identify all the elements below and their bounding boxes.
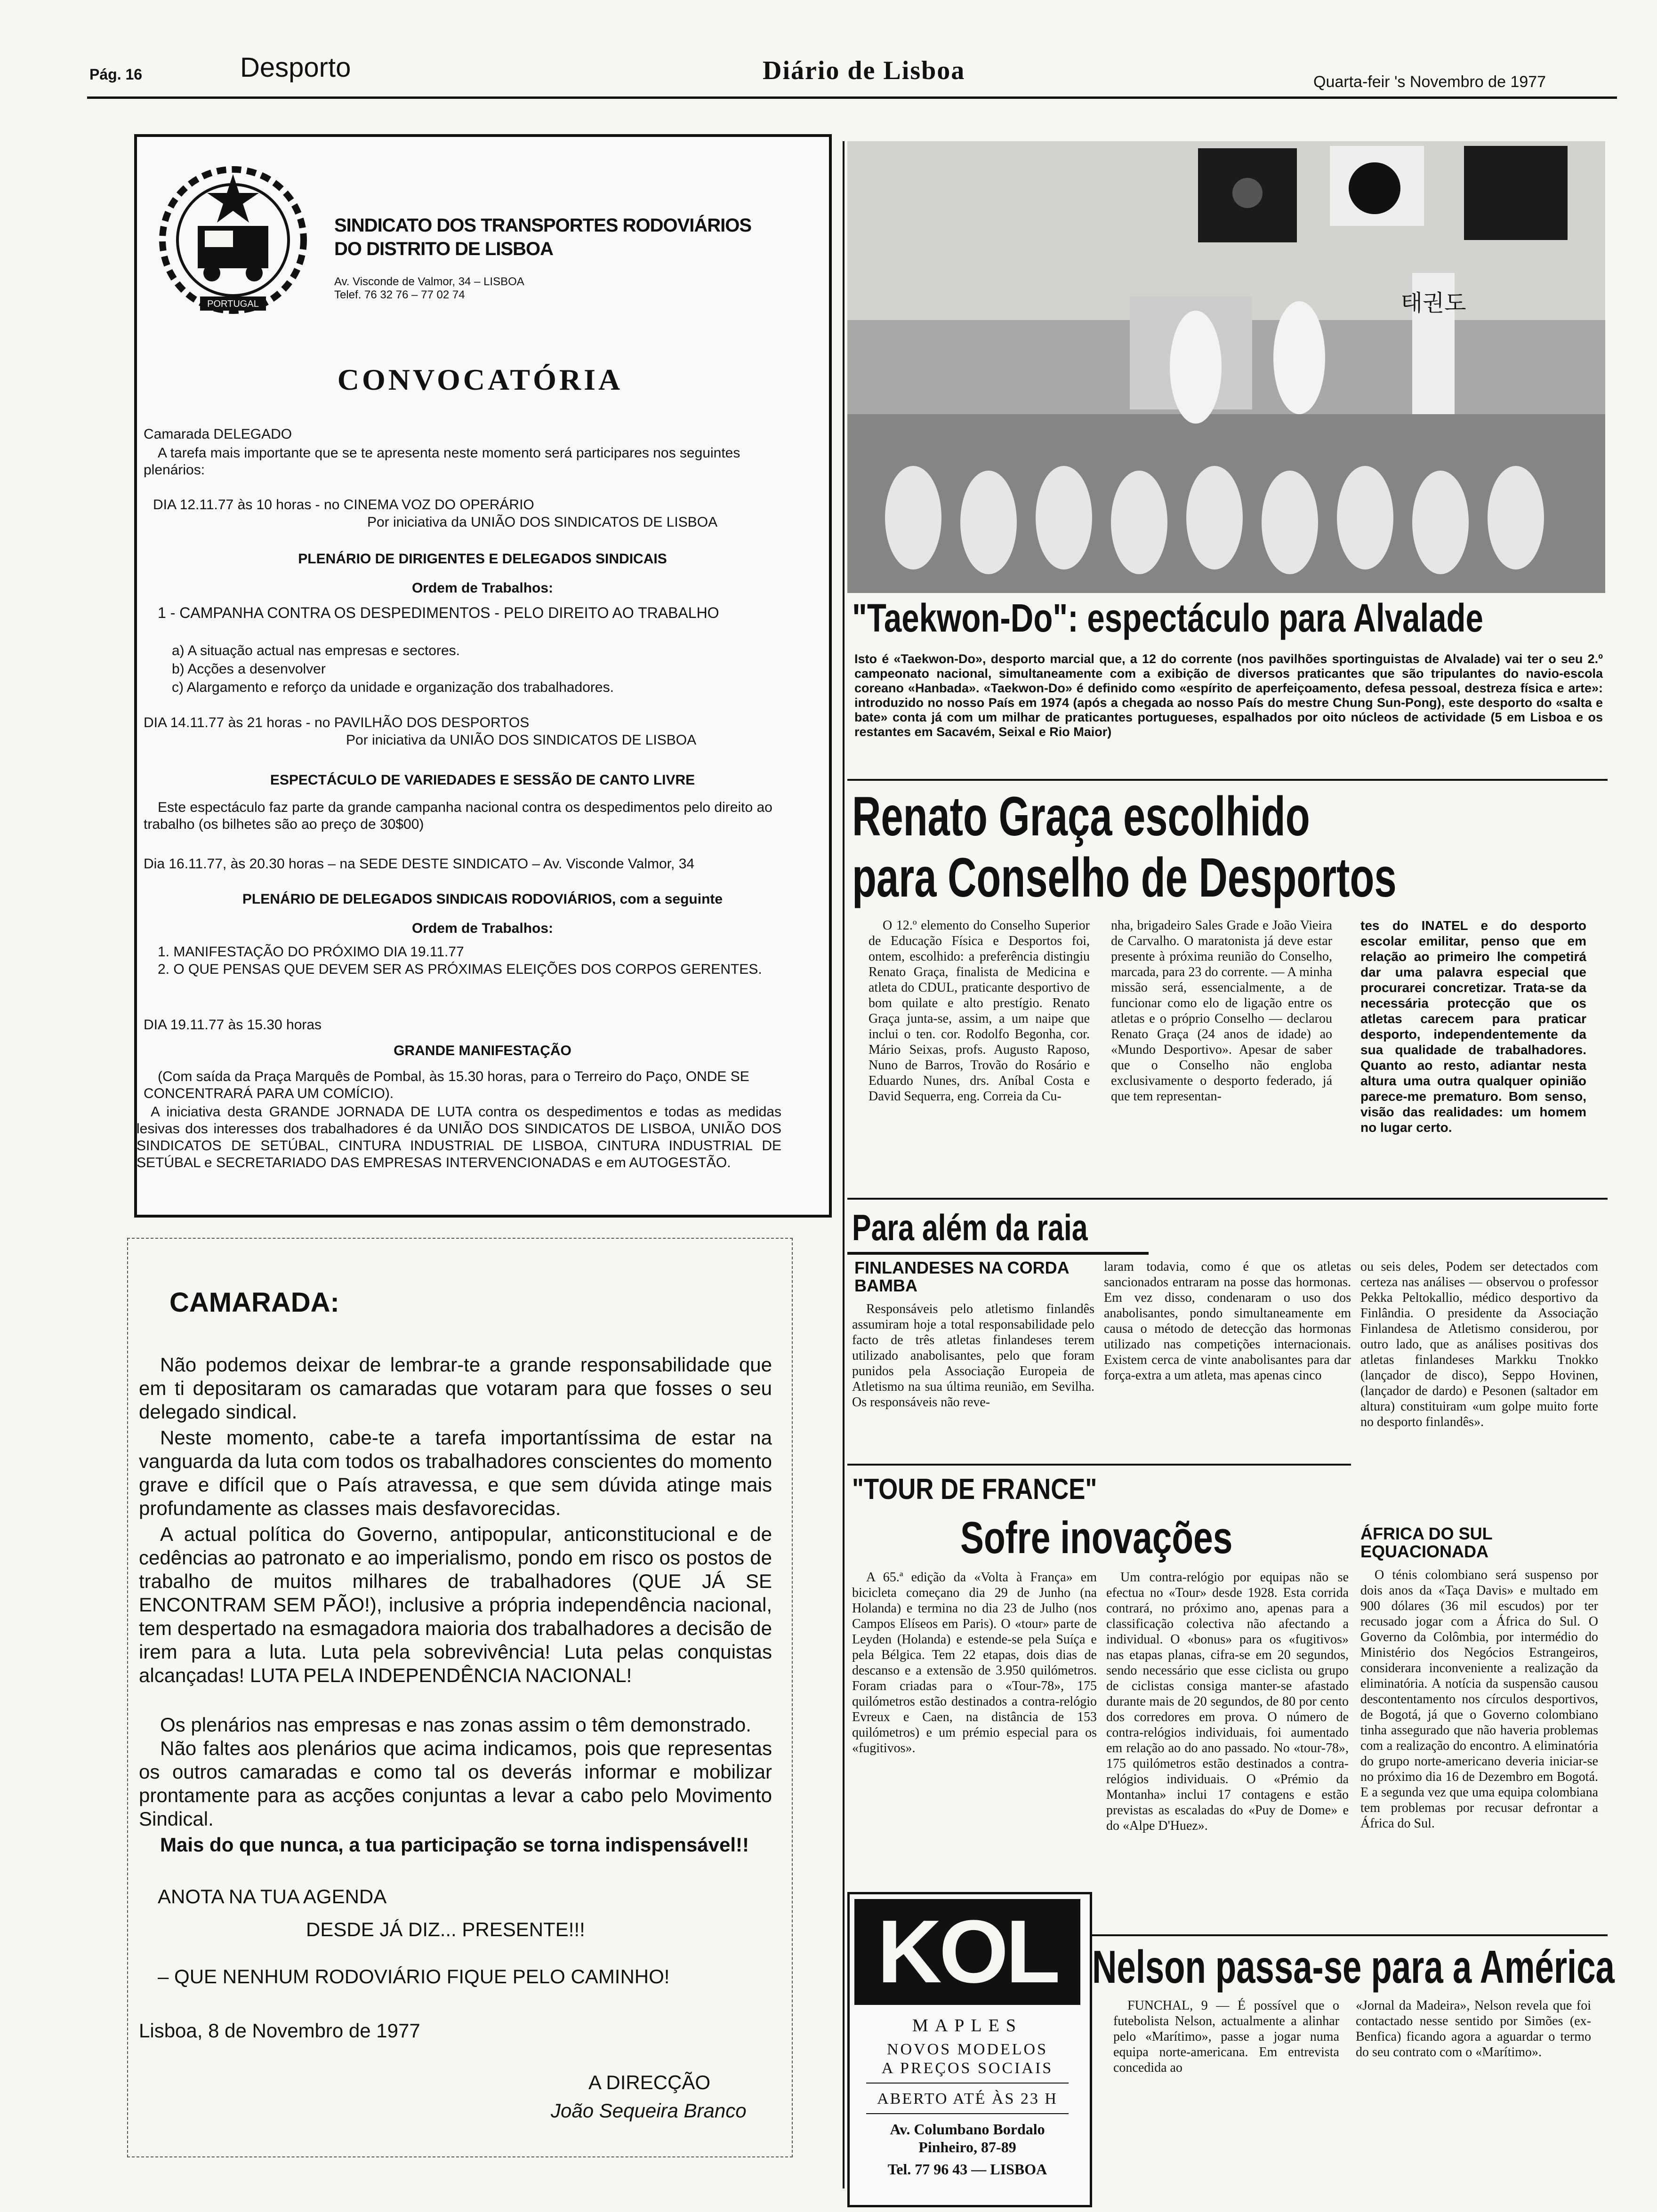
tour-column-1: A 65.ª edição da «Volta à França» em bicicleta começano dia 29 de Junho (na Holanda) e termina no dia 23 de Julho (nos Campos Elíseos em Paris). O «tour» parte de Leyden (Holanda) e estende-se pela Suíça e pela Bélgica. Tem 22 etapas, dois dias de descanso e a extensão de 3.950 quilómetros. Foram criadas para o «Tour-78», 175 quilómetros estão destinados a contra-relógio Evreux e Caen, na distância de 153 quilómetros) e um prémio especial para os «fugitivos». <box>852 1570 1097 1755</box>
taekwondo-photo <box>847 141 1605 593</box>
event1-title: PLENÁRIO DE DIRIGENTES E DELEGADOS SINDICAIS <box>298 551 667 567</box>
camarada-paragraph-3: A actual política do Governo, antipopular, anticonstitucional e de cedências ao patronato e ao imperialismo, pondo em risco os postos de trabalho de muitos milhares de trabalhadores (QUE JÁ SE ENCONTRAM SEM PÃO!), inclusive a própria independência nacional, tem despertado na esmagadora maioria dos trabalhadores a decisão de irem para a luta. Luta pela sobrevivência! Luta pelas conquistas alcançadas! LUTA PELA INDEPENDÊNCIA NACIONAL! <box>139 1523 772 1686</box>
event4-description: (Com saída da Praça Marquês de Pombal, às 15.30 horas, para o Terreiro do Paço, ONDE SE CONCENTRARÁ PARA UM COMÍCIO). <box>144 1069 749 1101</box>
tour-column-2: Um contra-relógio por equipas não se efectua no «Tour» desde 1928. Esta corrida contrará, no próximo ano, apenas para a classificação colectiva não afectando a individual. O «bonus» para os «fugitivos» nas etapas planas, cifra-se em 20 segundos, sendo necessário que esse ciclista ou grupo de ciclistas consiga manter-se afastado durante mais de 20 segundos, de 80 por cento dos corredores em prova. O número de contra-relógios individuais, foi aumentado em relação ao do ano passado. No «tour-78», 175 quilómetros estão destinados a contra-relógios individuais. O «Prémio da Montanha» inclui 17 contagens e estão previstas as escaladas do «Puy de Dome» e do «Alpe D'Huez». <box>1106 1570 1349 1833</box>
kol-rule <box>866 2083 1069 2084</box>
issue-date: Quarta-feir 's Novembro de 1977 <box>1313 73 1546 91</box>
event3-item-1: 1. MANIFESTAÇÃO DO PRÓXIMO DIA 19.11.77 <box>158 944 464 960</box>
intro-text: A tarefa mais importante que se te apresenta neste momento será participares nos seguintes plenários: <box>144 445 740 478</box>
tour-kicker: "TOUR DE FRANCE" <box>852 1473 1097 1506</box>
section-rule <box>847 1198 1608 1200</box>
renato-column-3: tes do INATEL e do desporto escolar emilitar, penso que em relação ao primeiro lhe competirá dar uma palavra especial que procurarei concretizar. Trata-se da necessária protecção que os atletas carecem para praticar desporto, independentemente da sua qualidade de trabalhadores. Quanto ao resto, adiantar nesta altura uma outra qualquer opinião parece-me prematuro. Bom senso, visão das realidades: um homem no lugar certo. <box>1360 918 1586 1135</box>
raia-underline <box>847 1252 1149 1255</box>
event1-item: 1 - CAMPANHA CONTRA OS DESPEDIMENTOS - PELO DIREITO AO TRABALHO <box>158 604 719 621</box>
event1-item-c: c) Alargamento e reforço da unidade e organização dos trabalhadores. <box>172 680 614 695</box>
header-rule <box>87 96 1617 99</box>
taekwondo-photo-illustration <box>847 141 1605 593</box>
event4-more: A iniciativa desta GRANDE JORNADA DE LUTA contra os despedimentos e todas as medidas lesivas dos interesses dos trabalhadores é da UNIÃO DOS SINDICATOS DE LISBOA, UNIÃO DOS SINDICATOS DE SETÚBAL, CINTURA INDUSTRIAL DE LISBOA, CINTURA INDUSTRIAL DE SETÚBAL e SECRETARIADO DAS EMPRESAS INTERVENCIONADAS e em AUTOGESTÃO. <box>137 1104 781 1170</box>
raia-column-1: Responsáveis pelo atletismo finlandês assumiram hoje a total responsabilidade pelo facto de três atletas finlandeses terem utilizado anabolisantes, pelo que foram punidos pela Associação Europeia de Atletismo na sua última reunião, em Sevilha. Os responsáveis não reve- <box>852 1302 1094 1410</box>
union-name-2: DO DISTRITO DE LISBOA <box>334 239 553 259</box>
kol-phone: Tel. 77 96 43 — LISBOA <box>887 2161 1047 2178</box>
nelson-headline: Nelson passa-se para a América <box>1092 1941 1615 1993</box>
taekwondo-headline: "Taekwon-Do": espectáculo para Alvalade <box>852 596 1483 640</box>
event2-title: ESPECTÁCULO DE VARIEDADES E SESSÃO DE CANTO LIVRE <box>270 772 695 788</box>
camarada-paragraph-1: Não podemos deixar de lembrar-te a grande responsabilidade que em ti depositaram os camaradas que votaram para que fosses o seu delegado sindical. <box>139 1354 772 1423</box>
kol-brand: MAPLES <box>912 2016 1022 2036</box>
camarada-paragraph-5: Não faltes aos plenários que acima indicamos, pois que representas os outros camaradas e como tal os deverás informar e mobilizar prontamente para as acções conjuntas a levar a cabo pelo Movimento Sindical. <box>139 1737 772 1830</box>
column-divider <box>843 141 845 2188</box>
event1-date: DIA 12.11.77 às 10 horas - no CINEMA VOZ DO OPERÁRIO <box>153 497 534 513</box>
raia-subhead-africa: ÁFRICA DO SUL EQUACIONADA <box>1360 1524 1493 1561</box>
union-name-1: SINDICATO DOS TRANSPORTES RODOVIÁRIOS <box>334 215 752 236</box>
event1-item-a: a) A situação actual nas empresas e sectores. <box>172 643 460 658</box>
banner-hangul: 태권도 <box>1400 290 1466 316</box>
taekwondo-body: Isto é «Taekwon-Do», desporto marcial que, a 12 do corrente (nos pavilhões sportinguistas de Alvalade) vai ter o seu 2.º campeonato nacional, simultaneamente com a exibição de diversos praticantes que são tripulantes do navio-escola coreano «Hanbada». «Taekwon-Do» é definido como «espírito de aperfeiçoamento, defesa pessoal, destreza física e arte»: introduzido no nosso País em 1974 (após a chegada ao nosso País do mestre Chung Sun-Pong), este desporto do «salta e bate» conta já com um milhar de praticantes portugueses, espalhados por oito núcleos de actividade (5 em Lisboa e os restantes em Sacavém, Seixal e Rio Maior) <box>854 652 1603 739</box>
event1-agenda-label: Ordem de Trabalhos: <box>411 580 554 596</box>
slogan: – QUE NENHUM RODOVIÁRIO FIQUE PELO CAMINHO! <box>158 1965 670 1988</box>
event4-title: GRANDE MANIFESTAÇÃO <box>394 1043 571 1058</box>
section-rule <box>847 779 1608 781</box>
raia-column-2: laram todavia, como é que os atletas sancionados entraram na posse das hormonas. Em vez disso, condenaram o uso dos anabolisantes, pondo simultaneamente em causa o método de detecção das hormonas utilizado nas competições internacionais. Existem cerca de vinte anabolisantes para dar força-extra a um atleta, mas apenas cinco <box>1104 1259 1351 1383</box>
event2-organizer: Por iniciativa da UNIÃO DOS SINDICATOS DE LISBOA <box>346 732 697 748</box>
kol-address-2: Pinheiro, 87-89 <box>918 2139 1016 2156</box>
kol-line-2: A PREÇOS SOCIAIS <box>881 2060 1054 2077</box>
event3-item-2: 2. O QUE PENSAS QUE DEVEM SER AS PRÓXIMAS ELEIÇÕES DOS CORPOS GERENTES. <box>158 962 762 977</box>
event3-agenda-label: Ordem de Trabalhos: <box>411 921 554 936</box>
event1-organizer: Por iniciativa da UNIÃO DOS SINDICATOS DE LISBOA <box>367 514 718 530</box>
section-rule <box>847 1464 1351 1466</box>
event2-date: DIA 14.11.77 às 21 horas - no PAVILHÃO DOS DESPORTOS <box>144 715 530 730</box>
kol-logo: KOL <box>877 1902 1058 2002</box>
signature-direccao: A DIRECÇÃO <box>588 2071 711 2093</box>
section-title: Desporto <box>240 52 351 83</box>
raia-column-3b: O ténis colombiano será suspenso por dois anos da «Taça Davis» e multado em 900 dólares (36 mil escudos) por ter recusado jogar com a África do Sul. O Governo da Colômbia, por intermédio do Ministério dos Negócios Estrangeiros, considerara inconveniente a realização da eliminatória. A notícia da suspensão causou descontentamento nos círculos desportivos, de Bogotá, já que o Governo colombiano tinha assegurado que não haveria problemas com a realização do encontro. A eliminatória do grupo norte-americano deveria iniciar-se no próximo dia 16 de Dezembro em Bogotá. E a segunda vez que uma equipa colombiana tem problemas por recusar defrontar a África do Sul. <box>1360 1568 1598 1831</box>
raia-column-3: ou seis deles, Podem ser detectados com certeza nas análises — observou o professor Pekka Peltokallio, médico desportivo da Finlândia. O presidente da Associação Finlandesa de Atletismo considerou, por outro lado, que as análises positivas dos atletas finlandeses Markku Tnokko (lançador de disco), Seppo Hovinen, (lançador de dardo) e Pesonen (saltador em altura) constituiram «um golpe muito forte no desporto finlandês». <box>1360 1259 1598 1429</box>
signature-name: João Sequeira Branco <box>551 2100 747 2122</box>
camarada-heading: CAMARADA: <box>169 1287 339 1318</box>
convocation-title: CONVOCATÓRIA <box>337 363 623 396</box>
camarada-paragraph-4: Os plenários nas empresas e nas zonas assim o têm demonstrado. <box>160 1714 751 1736</box>
section-rule <box>1092 1934 1608 1936</box>
renato-headline-2: para Conselho de Desportos <box>852 847 1397 909</box>
raia-headline: Para além da raia <box>852 1207 1088 1248</box>
camarada-paragraph-6: Mais do que nunca, a tua participação se torna indispensável!! <box>160 1834 749 1856</box>
logo-text: PORTUGAL <box>207 299 259 309</box>
camarada-paragraph-2: Neste momento, cabe-te a tarefa importantíssima de estar na vanguarda da luta com todos os trabalhadores conscientes do momento grave e difícil que o País atravessa, e que sem dúvida atinge mais profundamente as classes mais desfavorecidas. <box>139 1427 772 1519</box>
kol-line-3: ABERTO ATÉ ÀS 23 H <box>877 2090 1058 2108</box>
page-number: Pág. 16 <box>89 66 143 83</box>
renato-column-1: O 12.º elemento do Conselho Superior de Educação Física e Desportos foi, ontem, escolhido: a preferência distingiu Renato Graça, finalista de Medicina e atleta do CDUL, praticante desportivo de bom quilate e alto prestígio. Renato Graça junta-se, assim, a um naipe que inclui o ten. cor. Rodolfo Begonha, cor. Mário Seixas, profs. Augusto Raposo, Nuno de Barros, Trovão do Rosário e Eduardo Nunes, drs. Aníbal Costa e David Sequerra, eng. Correia da Cu- <box>869 918 1090 1104</box>
agenda-line-1: ANOTA NA TUA AGENDA <box>158 1885 387 1907</box>
raia-subhead-finland: FINLANDESES NA CORDA BAMBA <box>854 1258 1069 1295</box>
tour-headline: Sofre inovações <box>960 1513 1233 1563</box>
agenda-line-2: DESDE JÁ DIZ... PRESENTE!!! <box>306 1918 585 1940</box>
renato-column-2: nha, brigadeiro Sales Grade e João Vieira de Carvalho. O maratonista já deve estar presente à próxima reunião do Conselho, marcada, para 23 do corrente. — A minha missão será, essencialmente, a de funcionar como elo de ligação entre os atletas e o próprio Conselho — declarou Renato Graça (24 anos de idade) ao «Mundo Desportivo». Apesar de saber que o Conselho não engloba exclusivamente o desporto federado, já que tem representan- <box>1111 918 1332 1104</box>
union-phone: Telef. 76 32 76 – 77 02 74 <box>334 289 465 301</box>
kol-rule <box>866 2113 1069 2114</box>
event3-date: Dia 16.11.77, às 20.30 horas – na SEDE DESTE SINDICATO – Av. Visconde Valmor, 34 <box>144 856 695 872</box>
event4-date: DIA 19.11.77 às 15.30 horas <box>144 1017 322 1033</box>
kol-line-1: NOVOS MODELOS <box>887 2041 1048 2058</box>
event1-item-b: b) Acções a desenvolver <box>172 661 326 677</box>
place-date: Lisboa, 8 de Novembro de 1977 <box>139 2020 420 2042</box>
newspaper-name: Diário de Lisboa <box>763 56 965 85</box>
union-logo-icon <box>155 160 311 325</box>
salutation: Camarada DELEGADO <box>144 426 292 442</box>
nelson-column-2: «Jornal da Madeira», Nelson revela que foi contactado nesse sentido por Simões (ex-Benfica) ficando agora a aguardar o termo do seu contrato com o «Marítimo». <box>1356 1998 1591 2060</box>
event3-title: PLENÁRIO DE DELEGADOS SINDICAIS RODOVIÁRIOS, com a seguinte <box>242 891 723 907</box>
nelson-column-1: FUNCHAL, 9 — É possível que o futebolista Nelson, actualmente a alinhar pelo «Marítimo», passe a jogar numa equipa norte-americana. Em entrevista concedida ao <box>1113 1998 1339 2075</box>
renato-headline-1: Renato Graça escolhido <box>852 785 1310 848</box>
event2-description: Este espectáculo faz parte da grande campanha nacional contra os despedimentos pelo direito ao trabalho (os bilhetes são ao preço de 30$00) <box>144 800 772 832</box>
kol-address-1: Av. Columbano Bordalo <box>890 2121 1045 2138</box>
union-address: Av. Visconde de Valmor, 34 – LISBOA <box>334 275 524 288</box>
